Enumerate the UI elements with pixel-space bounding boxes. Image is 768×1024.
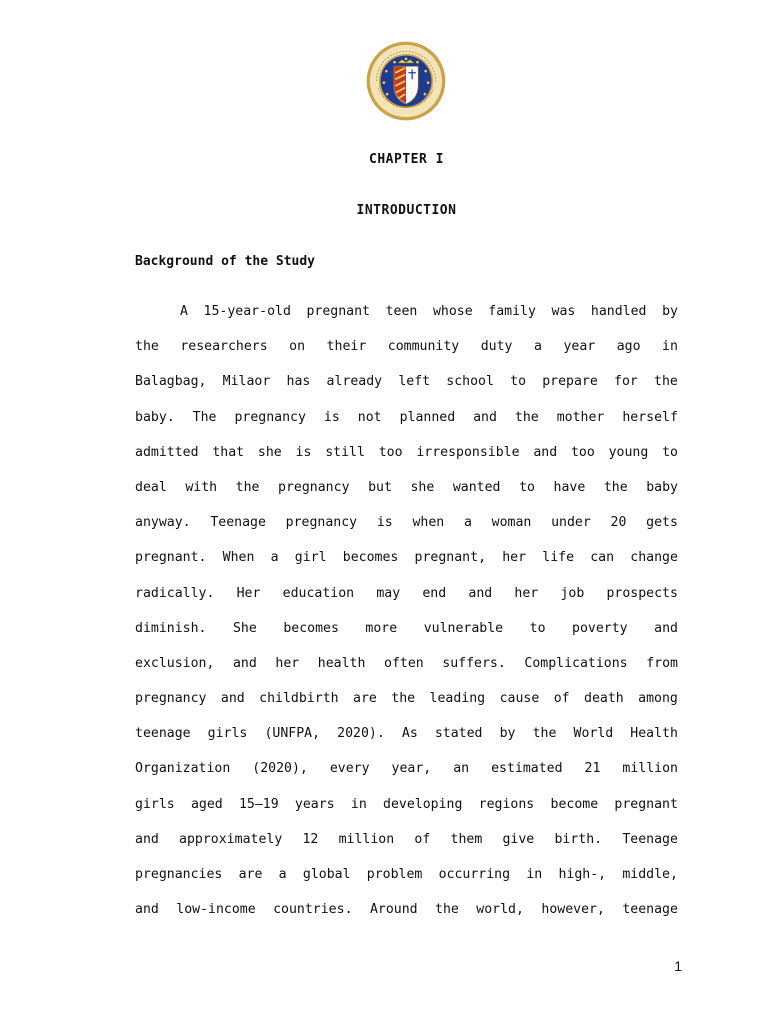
- text-line: A 15-year-old pregnant teen whose family was handled by: [180, 304, 678, 319]
- text-line: exclusion, and her health often suffers. Complications from: [135, 655, 678, 671]
- page-number: 1: [674, 958, 682, 974]
- text-line: pregnancy and childbirth are the leading cause of death among: [135, 691, 678, 707]
- text-line: and approximately 12 million of them give birth. Teenage: [135, 831, 678, 847]
- text-line: pregnant. When a girl becomes pregnant, her life can change: [135, 550, 678, 566]
- text-line: radically. Her education may end and her job prospects: [135, 585, 678, 601]
- text-line: Organization (2020), every year, an estimated 21 million: [135, 761, 678, 777]
- text-line: teenage girls (UNFPA, 2020). As stated by the World Health: [135, 726, 678, 742]
- section-heading: Background of the Study: [135, 254, 316, 269]
- body-paragraph: [135, 302, 678, 935]
- text-line: diminish. She becomes more vulnerable to poverty and: [135, 620, 678, 636]
- chapter-title: INTRODUCTION: [356, 203, 457, 218]
- chapter-label: CHAPTER I: [369, 152, 444, 167]
- text-line: Balagbag, Milaor has already left school to prepare for the: [135, 374, 678, 390]
- text-line: baby. The pregnancy is not planned and the mother herself: [135, 409, 678, 425]
- text-line: admitted that she is still too irresponsible and too young to: [135, 444, 678, 460]
- ateneo-seal-logo: [365, 40, 447, 122]
- text-line: pregnancies are a global problem occurring in high-, middle,: [135, 867, 678, 882]
- text-line: girls aged 15–19 years in developing regions become pregnant: [135, 796, 678, 812]
- text-line: anyway. Teenage pregnancy is when a woman under 20 gets: [135, 515, 678, 531]
- text-line: and low-income countries. Around the world, however, teenage: [135, 902, 678, 918]
- text-line: deal with the pregnancy but she wanted to have the baby: [135, 479, 678, 495]
- text-line: the researchers on their community duty a year ago in: [135, 339, 678, 355]
